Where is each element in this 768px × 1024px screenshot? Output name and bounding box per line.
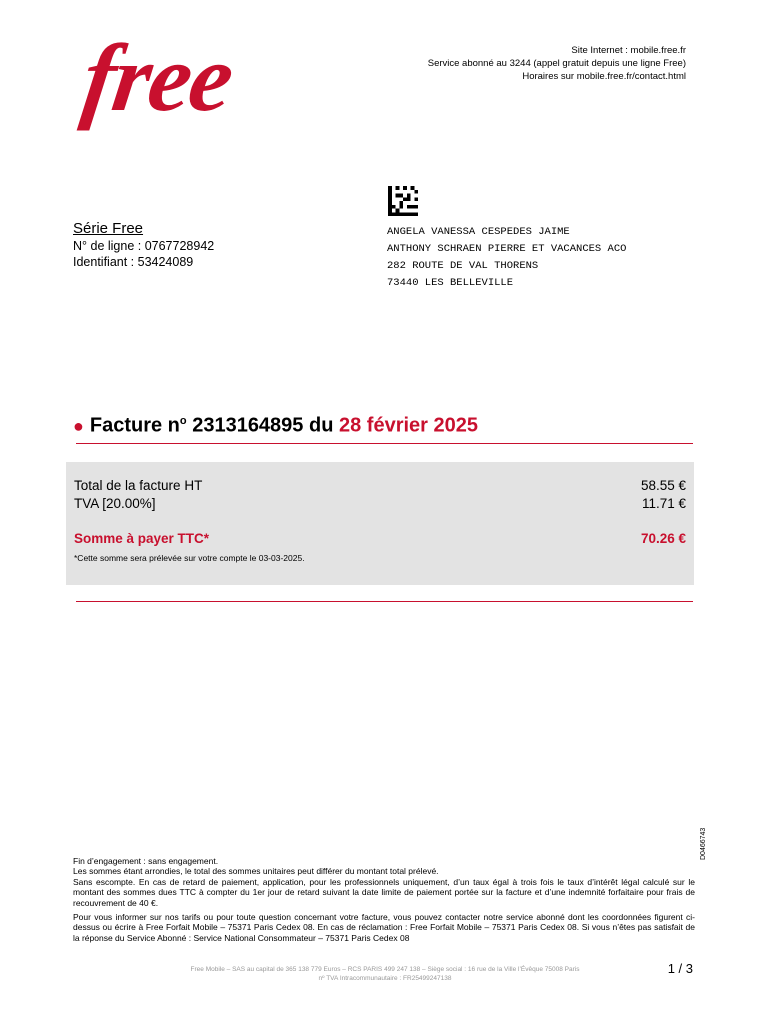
company-footer: [150, 965, 620, 983]
invoice-prefix: Facture n: [89, 414, 180, 437]
contact-info: [428, 44, 686, 83]
website-line: Site Internet : mobile.free.fr: [571, 45, 686, 56]
vat-number: nº TVA Intracommunautaire : FR25499247138: [318, 975, 452, 982]
invoice-number: 2313164895 du: [186, 414, 339, 437]
totals-box: [66, 462, 694, 585]
invoice-date: 28 février 2025: [338, 414, 478, 437]
late-payment-text: Sans escompte. En cas de retard de paiement, application, pour les professionnels uniquement, d’un taux égal à trois fois le taux d’intérêt légal calculé sur le montant des sommes dues TTC à compter du 1er jour de retard suivant la date limite de paiement portée sur la facture et d’une indemnité forfaitaire pour frais de recouvrement de 40 €.: [73, 876, 695, 908]
page-number: 1 / 3: [667, 961, 693, 976]
amount-due-label: Somme à payer TTC*: [74, 531, 210, 546]
address-line: 73440 LES BELLEVILLE: [387, 277, 514, 289]
divider: [76, 601, 693, 602]
address-line: 282 ROUTE DE VAL THORENS: [387, 260, 539, 272]
address-line: ANTHONY SCHRAEN PIERRE ET VACANCES ACO: [387, 243, 627, 255]
recipient-address: [387, 224, 626, 292]
tva-value: 11.71 €: [641, 496, 686, 511]
customer-block: [73, 220, 214, 270]
divider: [76, 443, 693, 444]
engagement-text: Fin d’engagement : sans engagement.: [73, 856, 219, 866]
customer-identifier: Identifiant : 53424089: [73, 255, 194, 269]
total-ht-label: Total de la facture HT: [74, 478, 203, 493]
series-title: Série Free: [73, 220, 144, 237]
company-info: Free Mobile – SAS au capital de 365 138 779 Euros – RCS PARIS 499 247 138 – Siège social : 16 rue de la Ville l’Évêque 75008 Paris: [190, 966, 580, 973]
rounding-text: Les sommes étant arrondies, le total des sommes unitaires peut différer du montant total prélevé.: [73, 866, 439, 877]
tva-label: TVA [20.00%]: [74, 496, 156, 511]
datamatrix-code-icon: [387, 186, 419, 216]
total-ht-value: 58.55 €: [640, 478, 686, 493]
invoice-title: [73, 408, 478, 439]
tva-row: [74, 496, 686, 511]
total-ht-row: [74, 478, 686, 493]
bullet-icon: ●: [73, 415, 84, 436]
free-logo: free: [76, 24, 239, 131]
debit-note: *Cette somme sera prélevée sur votre compte le 03-03-2025.: [74, 553, 305, 563]
contact-text: Pour vous informer sur nos tarifs ou pour toute question concernant votre facture, vous pouvez contacter notre service abonné dont les coordonnées figurent ci-dessus ou écrire à Free Forfait Mobile – 75371 Paris Cedex 08. En cas de réclamation : Free Forfait Mobile – 75371 Paris Cedex 08. Si vous n’êtes pas satisfait de la réponse du Service Abonné : Service National Consommateur – 75371 Paris Cedex 08: [73, 912, 695, 943]
line-number: N° de ligne : 0767728942: [73, 239, 215, 253]
service-line: Service abonné au 3244 (appel gratuit depuis une ligne Free): [427, 58, 686, 69]
amount-due-value: 70.26 €: [640, 531, 686, 546]
invoice-number-sup: o: [179, 415, 187, 427]
hours-line: Horaires sur mobile.free.fr/contact.html: [522, 71, 686, 82]
address-line: ANGELA VANESSA CESPEDES JAIME: [387, 226, 570, 238]
document-code: D0466743: [700, 827, 707, 860]
amount-due-row: [74, 531, 686, 546]
legal-notice: [73, 856, 695, 947]
